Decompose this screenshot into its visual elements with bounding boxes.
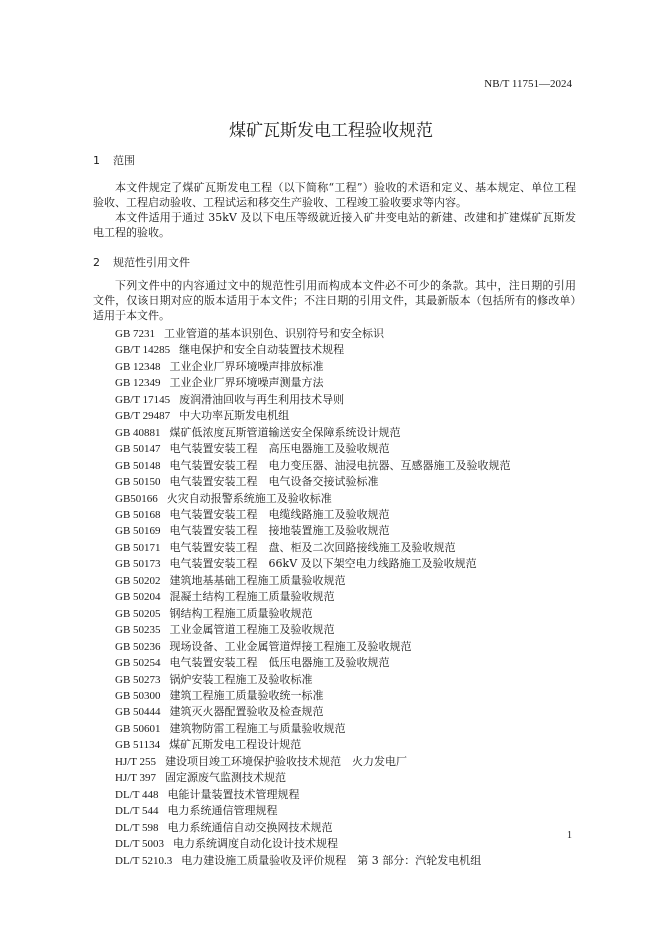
standard-code: NB/T 11751—2024 — [484, 78, 572, 90]
reference-item — [115, 622, 511, 638]
reference-title: 锅炉安装工程施工及验收标准 — [169, 672, 313, 686]
reference-code: GB/T 17145 — [115, 393, 171, 406]
section-title: 范围 — [113, 154, 135, 167]
reference-item — [115, 556, 511, 572]
section-title: 规范性引用文件 — [113, 256, 190, 269]
reference-item — [115, 474, 511, 490]
reference-item — [115, 507, 511, 523]
reference-code: GB 50444 — [115, 706, 161, 719]
reference-item — [115, 836, 511, 852]
reference-title: 固定源废气监测技术规范 — [165, 771, 287, 785]
reference-title: 煤矿瓦斯发电工程设计规范 — [169, 738, 302, 752]
scope-paragraph-1: 本文件规定了煤矿瓦斯发电工程（以下简称“工程”）验收的术语和定义、基本规定、单位工程验收、工程启动验收、工程试运和移交生产验收、工程竣工验收要求等内容。 — [93, 181, 576, 209]
reference-title: 电气装置安装工程 接地装置施工及验收规范 — [169, 524, 390, 538]
reference-item — [115, 770, 511, 786]
reference-title: 工业金属管道工程施工及验收规范 — [169, 623, 335, 637]
reference-item — [115, 688, 511, 704]
reference-item — [115, 672, 511, 688]
section-heading-scope — [93, 152, 135, 168]
reference-item — [115, 392, 511, 408]
reference-code: GB 50300 — [115, 689, 161, 702]
reference-title: 煤矿低浓度瓦斯管道输送安全保障系统设计规范 — [169, 425, 401, 439]
reference-code: GB 50168 — [115, 508, 161, 521]
reference-title: 建筑物防雷工程施工与质量验收规范 — [169, 721, 346, 735]
reference-code: GB 12348 — [115, 360, 161, 373]
reference-title: 钢结构工程施工质量验收规范 — [169, 606, 313, 620]
reference-item — [115, 523, 511, 539]
page-number: 1 — [567, 830, 572, 841]
reference-title: 中大功率瓦斯发电机组 — [179, 409, 290, 423]
reference-item — [115, 606, 511, 622]
reference-item — [115, 655, 511, 671]
reference-title: 工业管道的基本识别色、识别符号和安全标识 — [164, 327, 385, 340]
reference-title: 电气装置安装工程 电缆线路施工及验收规范 — [169, 507, 390, 521]
reference-title: 现场设备、工业金属管道焊接工程施工及验收规范 — [169, 639, 412, 653]
reference-item — [115, 342, 511, 358]
reference-item — [115, 458, 511, 474]
reference-item — [115, 326, 511, 342]
reference-code: GB 50148 — [115, 459, 161, 472]
reference-item — [115, 408, 511, 424]
reference-code: GB 50169 — [115, 525, 161, 538]
reference-code: GB 12349 — [115, 377, 161, 390]
reference-code: DL/T 5003 — [115, 838, 164, 851]
reference-item — [115, 359, 511, 375]
reference-code: GB 50202 — [115, 574, 161, 587]
reference-code: GB 50235 — [115, 624, 161, 637]
reference-code: DL/T 448 — [115, 788, 159, 801]
reference-code: GB 50147 — [115, 443, 161, 456]
reference-title: 电力系统通信自动交换网技术规范 — [167, 820, 333, 834]
reference-item — [115, 737, 511, 753]
section-number: 1 — [93, 154, 100, 167]
reference-code: GB/T 14285 — [115, 344, 171, 357]
reference-title: 电气装置安装工程 盘、柜及二次回路接线施工及验收规范 — [169, 540, 456, 554]
scope-paragraph-2: 本文件适用于通过 35kV 及以下电压等级就近接入矿井变电站的新建、改建和扩建煤矿瓦斯发电工程的验收。 — [93, 211, 576, 239]
reference-title: 建筑灭火器配置验收及检查规范 — [169, 705, 324, 719]
reference-title: 电气装置安装工程 电力变压器、油浸电抗器、互感器施工及验收规范 — [169, 458, 511, 472]
reference-title: 电力系统通信管理规程 — [167, 804, 278, 818]
reference-title: 废润滑油回收与再生利用技术导则 — [179, 392, 345, 406]
reference-code: GB 7231 — [115, 328, 156, 340]
reference-code: HJ/T 255 — [115, 755, 157, 768]
reference-title: 电气装置安装工程 电气设备交接试验标准 — [169, 475, 379, 489]
reference-item — [115, 425, 511, 441]
reference-list — [115, 326, 511, 869]
reference-item — [115, 853, 511, 869]
reference-title: 电力系统调度自动化设计技术规程 — [173, 837, 338, 851]
reference-code: GB 50236 — [115, 640, 161, 653]
reference-title: 工业企业厂界环境噪声测量方法 — [169, 376, 324, 390]
reference-item — [115, 721, 511, 737]
reference-item — [115, 540, 511, 556]
reference-title: 电气装置安装工程 低压电器施工及验收规范 — [169, 656, 390, 670]
reference-code: GB/T 29487 — [115, 410, 171, 423]
reference-code: DL/T 544 — [115, 805, 159, 818]
reference-title: 建设项目竣工环境保护验收技术规范 火力发电厂 — [165, 754, 408, 768]
reference-item — [115, 639, 511, 655]
reference-item — [115, 589, 511, 605]
reference-code: DL/T 5210.3 — [115, 854, 173, 867]
reference-item — [115, 820, 511, 836]
reference-item — [115, 787, 511, 803]
reference-item — [115, 754, 511, 770]
reference-title: 电力建设施工质量验收及评价规程 第 3 部分：汽轮发电机组 — [181, 853, 482, 867]
normative-intro: 下列文件中的内容通过文中的规范性引用而构成本文件必不可少的条款。其中，注日期的引用文件，仅该日期对应的版本适用于本文件；不注日期的引用文件，其最新版本（包括所有的修改单）适用于本文件。 — [93, 279, 576, 322]
reference-item — [115, 491, 511, 507]
reference-title: 混凝土结构工程施工质量验收规范 — [169, 590, 335, 604]
reference-code: GB 50601 — [115, 722, 161, 735]
reference-code: GB 50273 — [115, 673, 161, 686]
reference-title: 建筑工程施工质量验收统一标准 — [169, 688, 324, 702]
reference-code: GB50166 — [115, 492, 158, 505]
reference-title: 电气装置安装工程 高压电器施工及验收规范 — [169, 442, 390, 456]
reference-item — [115, 441, 511, 457]
reference-code: DL/T 598 — [115, 821, 159, 834]
reference-item — [115, 803, 511, 819]
reference-code: GB 50254 — [115, 657, 161, 670]
reference-code: GB 51134 — [115, 739, 161, 752]
reference-title: 继电保护和安全自动装置技术规程 — [179, 343, 345, 357]
reference-item — [115, 573, 511, 589]
reference-item — [115, 704, 511, 720]
reference-code: HJ/T 397 — [115, 772, 157, 785]
reference-title: 建筑地基基础工程施工质量验收规范 — [169, 573, 346, 587]
reference-title: 火灾自动报警系统施工及验收标准 — [166, 491, 332, 505]
reference-title: 工业企业厂界环境噪声排放标准 — [169, 359, 324, 373]
reference-code: GB 50205 — [115, 607, 161, 620]
reference-title: 电能计量装置技术管理规程 — [167, 787, 300, 801]
reference-code: GB 50171 — [115, 541, 161, 554]
reference-code: GB 50150 — [115, 476, 161, 489]
reference-code: GB 40881 — [115, 426, 161, 439]
reference-item — [115, 375, 511, 391]
section-heading-normative — [93, 254, 190, 270]
reference-code: GB 50204 — [115, 591, 161, 604]
section-number: 2 — [93, 256, 100, 269]
reference-code: GB 50173 — [115, 558, 161, 571]
document-title: 煤矿瓦斯发电工程验收规范 — [229, 121, 433, 141]
reference-title: 电气装置安装工程 66kV 及以下架空电力线路施工及验收规范 — [169, 557, 477, 571]
